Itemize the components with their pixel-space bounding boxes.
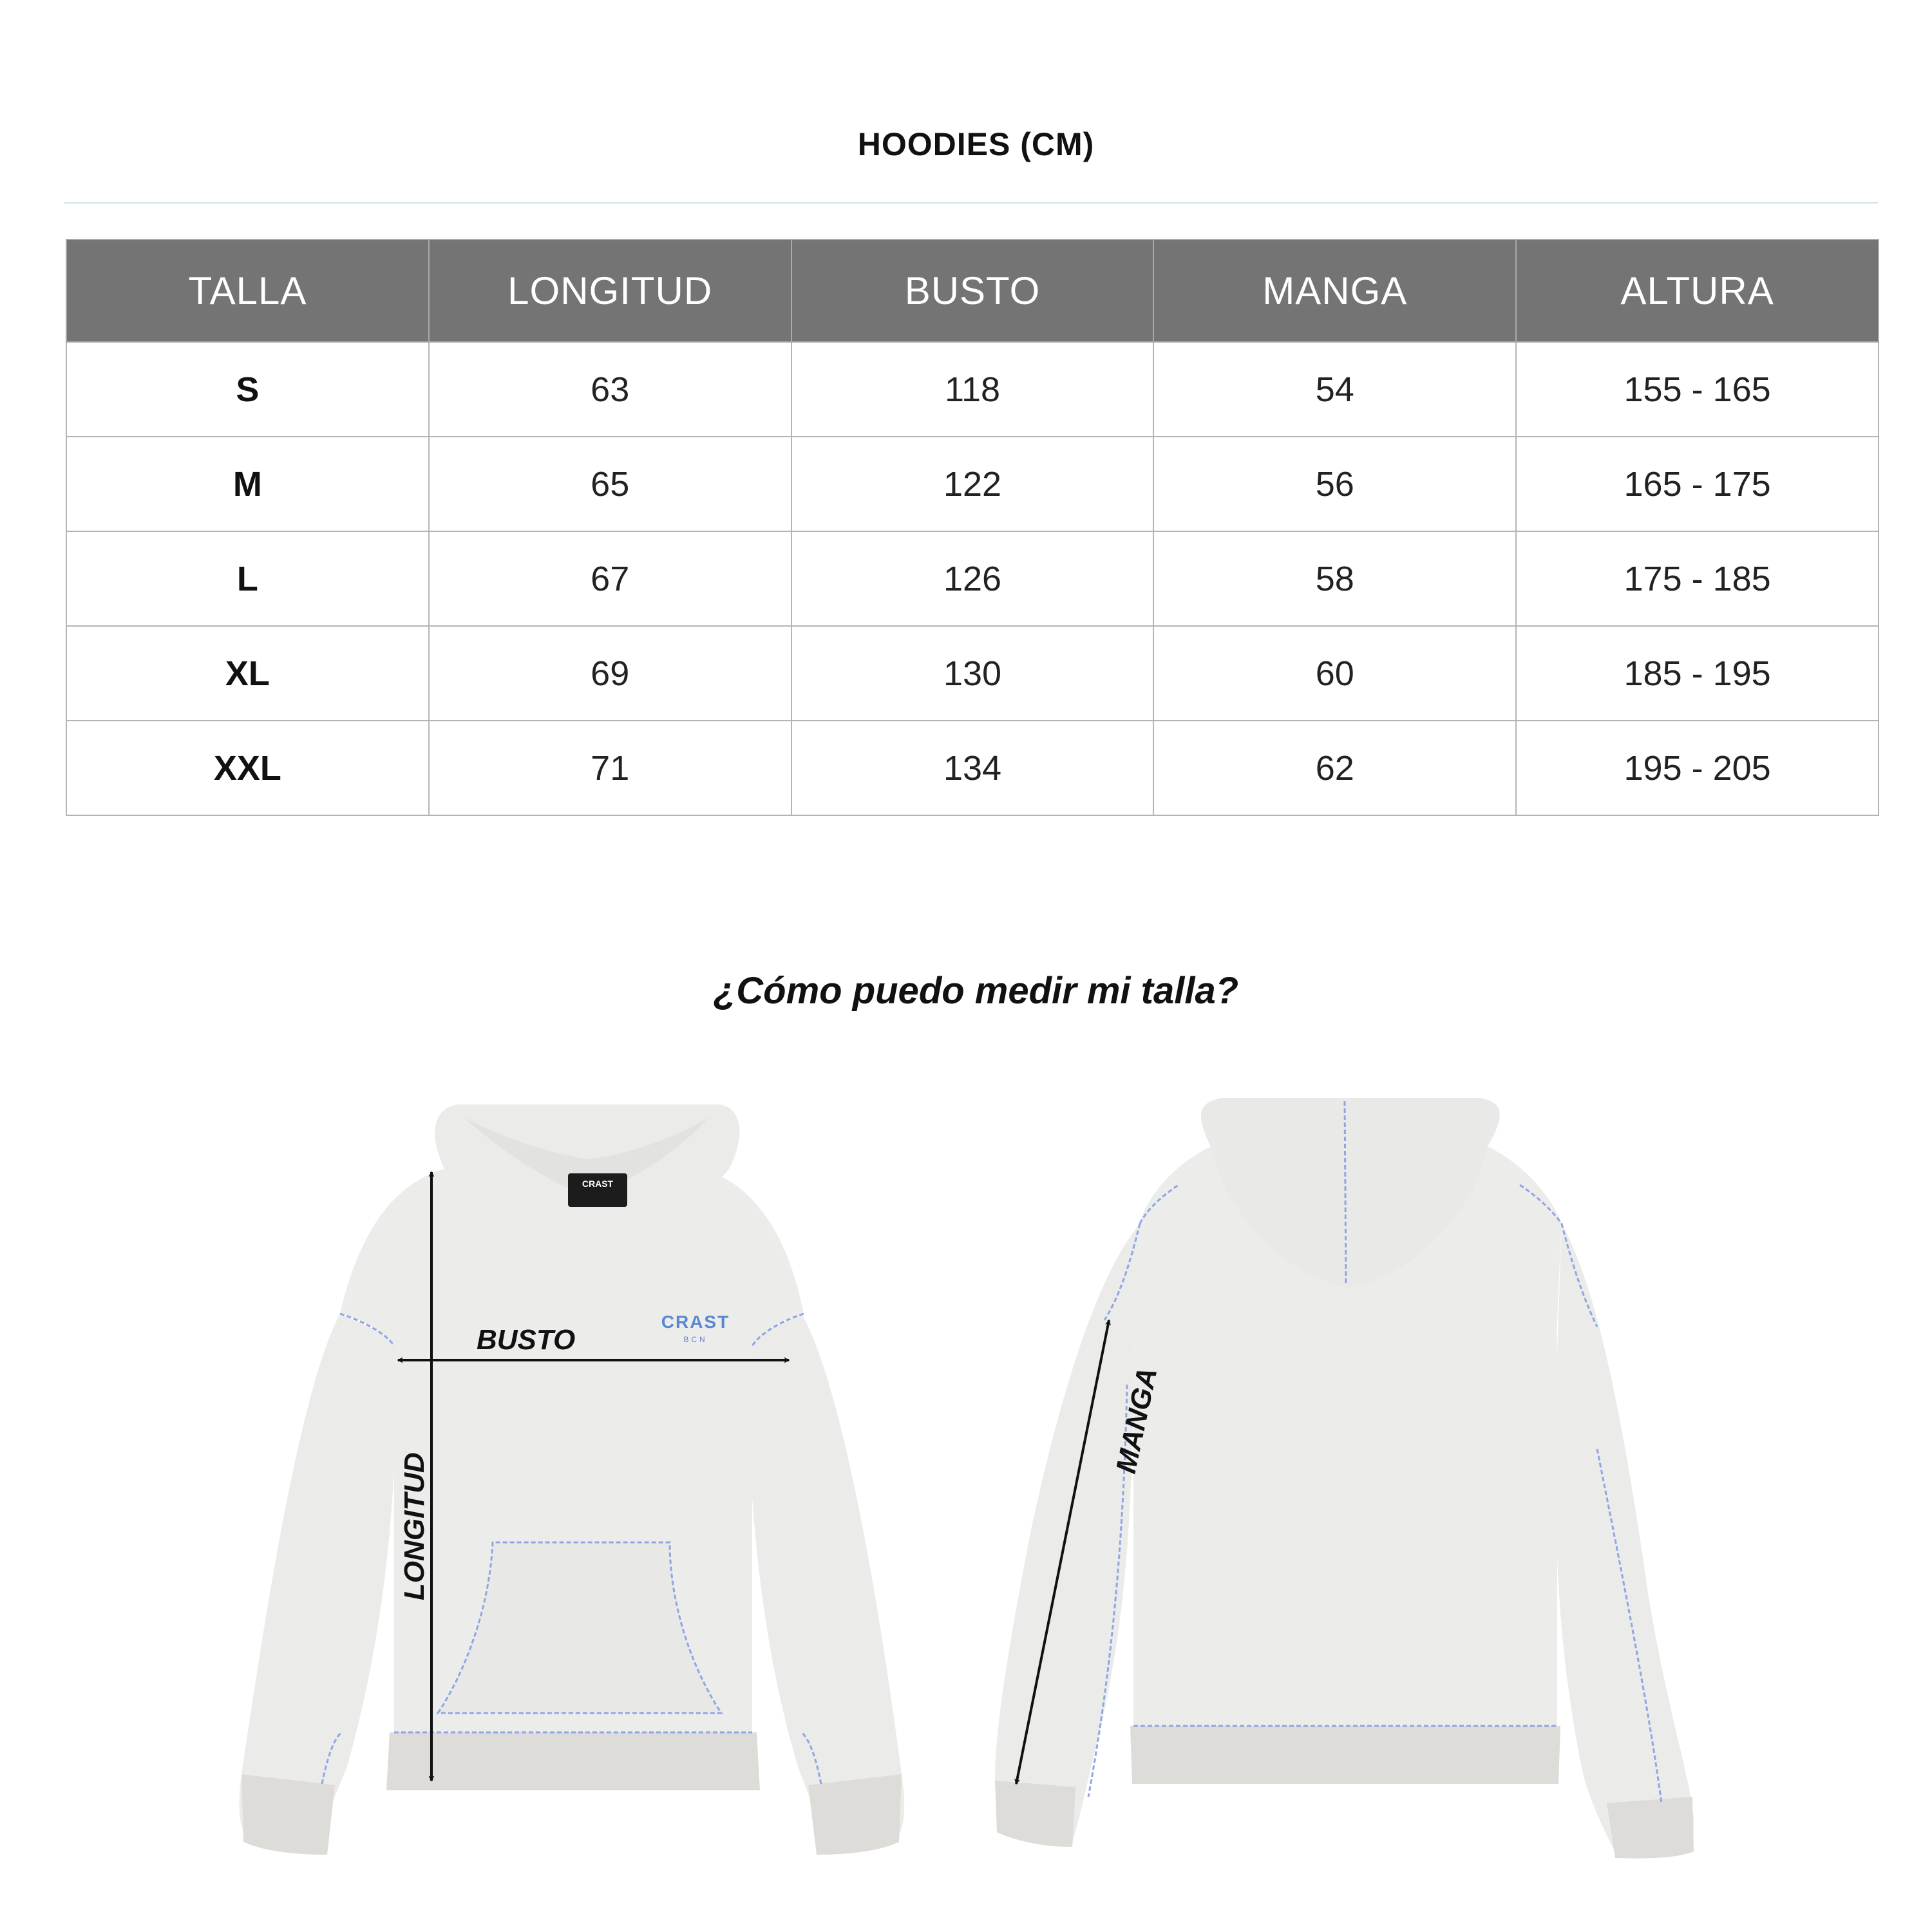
longitud-cell: 65 bbox=[429, 437, 791, 531]
front-right-sleeve bbox=[747, 1314, 904, 1847]
longitud-cell: 63 bbox=[429, 342, 791, 437]
longitud-label: LONGITUD bbox=[399, 1452, 430, 1600]
front-hoodie bbox=[240, 1104, 905, 1855]
front-left-sleeve bbox=[240, 1314, 397, 1847]
size-cell: XL bbox=[66, 626, 429, 721]
manga-cell: 54 bbox=[1153, 342, 1516, 437]
altura-cell: 195 - 205 bbox=[1516, 721, 1879, 815]
longitud-cell: 67 bbox=[429, 531, 791, 626]
manga-cell: 62 bbox=[1153, 721, 1516, 815]
chest-logo-sub: BCN bbox=[683, 1335, 708, 1344]
back-right-sleeve bbox=[1555, 1224, 1694, 1855]
busto-label: BUSTO bbox=[477, 1324, 576, 1356]
altura-cell: 165 - 175 bbox=[1516, 437, 1879, 531]
header-talla: TALLA bbox=[66, 240, 429, 342]
front-neck-tag-text: CRAST bbox=[582, 1179, 614, 1189]
busto-cell: 134 bbox=[791, 721, 1154, 815]
manga-cell: 58 bbox=[1153, 531, 1516, 626]
front-left-cuff bbox=[242, 1774, 335, 1855]
longitud-cell: 69 bbox=[429, 626, 791, 721]
chest-logo: CRAST bbox=[661, 1312, 730, 1332]
page-title: HOODIES (CM) bbox=[857, 126, 1095, 162]
front-right-cuff bbox=[808, 1774, 902, 1855]
altura-cell: 175 - 185 bbox=[1516, 531, 1879, 626]
back-left-cuff bbox=[995, 1781, 1075, 1847]
manga-label: MANGA bbox=[1110, 1365, 1164, 1477]
back-right-cuff bbox=[1607, 1797, 1694, 1859]
size-cell: S bbox=[66, 342, 429, 437]
front-hem-rib bbox=[386, 1732, 760, 1790]
size-cell: L bbox=[66, 531, 429, 626]
header-manga: MANGA bbox=[1153, 240, 1516, 342]
header-altura: ALTURA bbox=[1516, 240, 1879, 342]
size-cell: XXL bbox=[66, 721, 429, 815]
altura-cell: 185 - 195 bbox=[1516, 626, 1879, 721]
busto-cell: 126 bbox=[791, 531, 1154, 626]
header-longitud: LONGITUD bbox=[429, 240, 791, 342]
measure-heading: ¿Cómo puedo medir mi talla? bbox=[713, 970, 1239, 1012]
header-busto: BUSTO bbox=[791, 240, 1154, 342]
busto-cell: 118 bbox=[791, 342, 1154, 437]
longitud-cell: 71 bbox=[429, 721, 791, 815]
back-hem-rib bbox=[1130, 1726, 1560, 1784]
back-hoodie bbox=[995, 1098, 1694, 1859]
manga-cell: 60 bbox=[1153, 626, 1516, 721]
manga-cell: 56 bbox=[1153, 437, 1516, 531]
busto-cell: 130 bbox=[791, 626, 1154, 721]
busto-cell: 122 bbox=[791, 437, 1154, 531]
size-cell: M bbox=[66, 437, 429, 531]
altura-cell: 155 - 165 bbox=[1516, 342, 1879, 437]
